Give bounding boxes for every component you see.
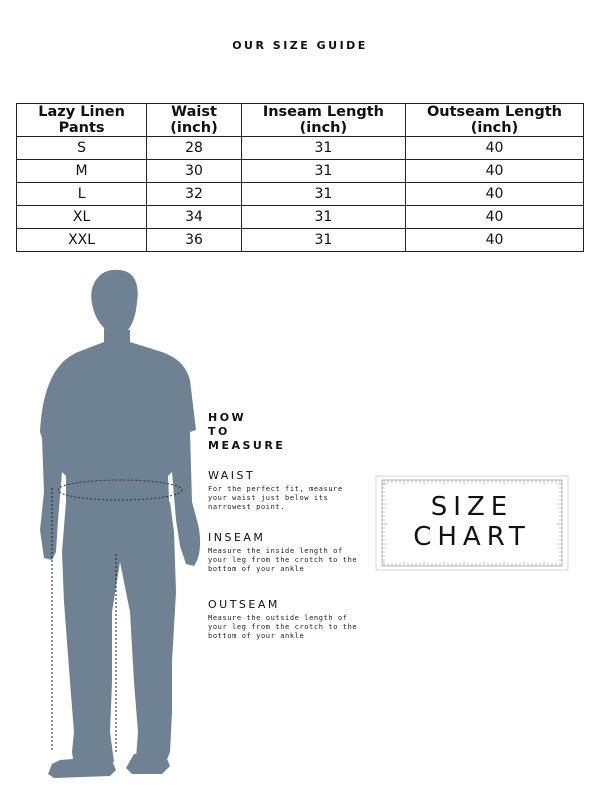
table-cell: 31	[241, 183, 405, 206]
how-to-measure-heading	[208, 411, 318, 453]
table-cell: 40	[405, 229, 583, 252]
table-cell: 31	[241, 160, 405, 183]
table-header-row	[17, 104, 584, 137]
how-to-line: TO	[208, 425, 230, 438]
table-cell: 30	[147, 160, 242, 183]
table-cell: M	[17, 160, 147, 183]
inseam-heading: INSEAM	[208, 531, 266, 544]
inseam-section	[208, 531, 368, 574]
table-cell: 31	[241, 229, 405, 252]
size-chart-badge	[372, 492, 572, 552]
how-to-line: HOW	[208, 411, 247, 424]
table-row	[17, 183, 584, 206]
table-row	[17, 229, 584, 252]
table-cell: XXL	[17, 229, 147, 252]
table-row	[17, 206, 584, 229]
column-header: Inseam Length (inch)	[241, 104, 405, 137]
table-cell: 36	[147, 229, 242, 252]
size-table	[16, 103, 584, 252]
person-silhouette-illustration	[30, 262, 220, 792]
table-cell: 28	[147, 137, 242, 160]
waist-section	[208, 469, 368, 512]
waist-heading: WAIST	[208, 469, 256, 482]
how-to-line: MEASURE	[208, 439, 286, 452]
outseam-description: Measure the outside length of your leg from the crotch to the bottom of your ankle	[208, 614, 358, 640]
column-header: Outseam Length (inch)	[405, 104, 583, 137]
column-header: Waist (inch)	[147, 104, 242, 137]
table-cell: 34	[147, 206, 242, 229]
table-row	[17, 160, 584, 183]
badge-line: CHART	[413, 522, 531, 552]
table-cell: 40	[405, 183, 583, 206]
badge-line: SIZE	[430, 492, 514, 522]
table-cell: 40	[405, 137, 583, 160]
table-cell: 32	[147, 183, 242, 206]
inseam-description: Measure the inside length of your leg from the crotch to the bottom of your ankle	[208, 547, 358, 573]
table-cell: S	[17, 137, 147, 160]
outseam-heading: OUTSEAM	[208, 598, 280, 611]
table-row	[17, 137, 584, 160]
page-title: OUR SIZE GUIDE	[232, 39, 368, 52]
column-header: Lazy Linen Pants	[17, 104, 147, 137]
table-cell: L	[17, 183, 147, 206]
table-cell: XL	[17, 206, 147, 229]
table-cell: 31	[241, 137, 405, 160]
table-cell: 31	[241, 206, 405, 229]
outseam-section	[208, 598, 368, 641]
table-cell: 40	[405, 160, 583, 183]
table-cell: 40	[405, 206, 583, 229]
waist-description: For the perfect fit, measure your waist just below its narrowest point.	[208, 485, 343, 511]
